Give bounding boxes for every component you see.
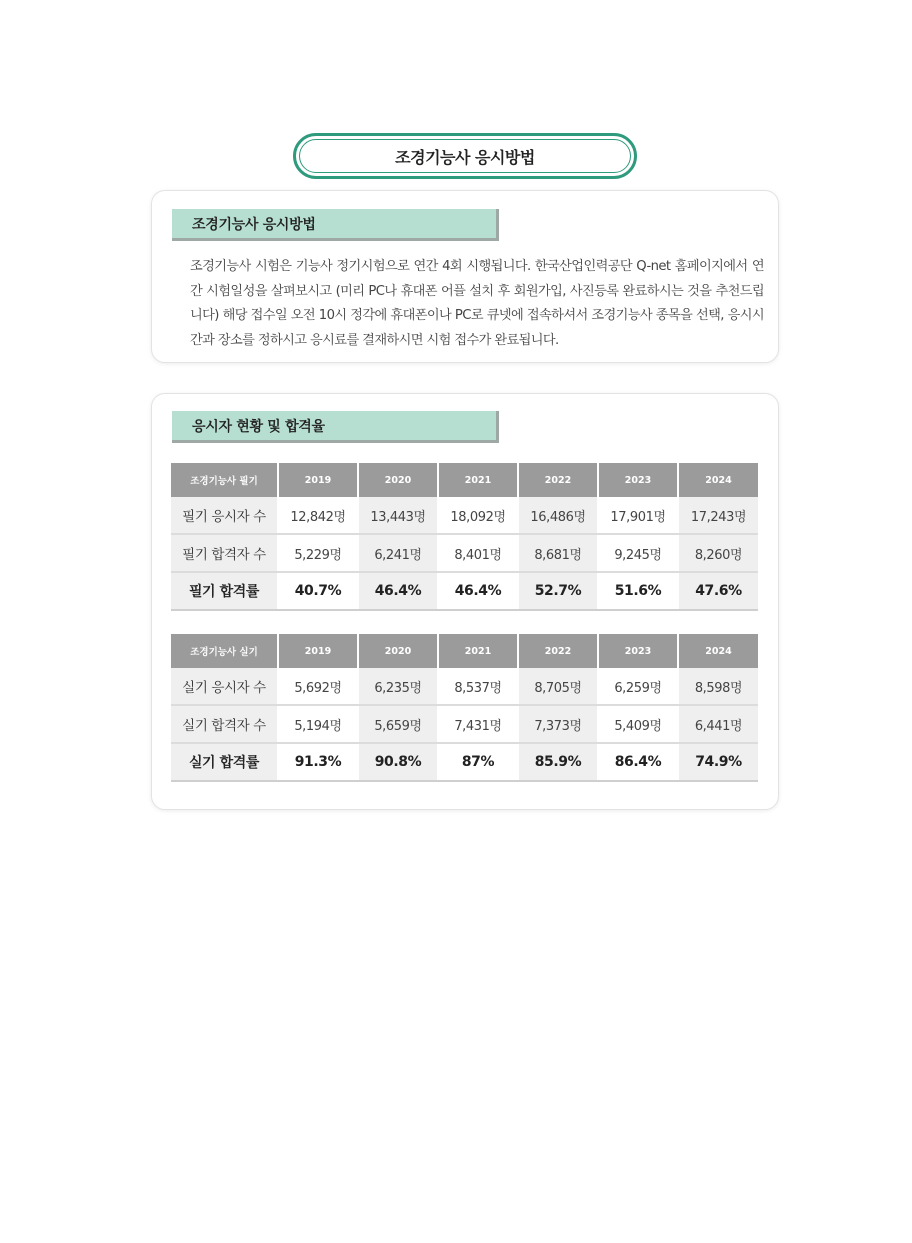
table-cell: 8,537명 [438, 668, 518, 705]
table-cell: 51.6% [598, 572, 678, 610]
table-row [171, 497, 758, 534]
table-row [171, 705, 758, 743]
table-cell: 5,194명 [278, 705, 358, 743]
table-cell: 5,659명 [358, 705, 438, 743]
table-cell: 7,431명 [438, 705, 518, 743]
table-header-cell: 2022 [518, 463, 598, 497]
table-header-cell: 2019 [278, 634, 358, 668]
table-cell: 46.4% [438, 572, 518, 610]
table-header-cell: 2021 [438, 463, 518, 497]
table-cell: 7,373명 [518, 705, 598, 743]
row-label: 필기 응시자 수 [171, 497, 278, 534]
table-cell: 40.7% [278, 572, 358, 610]
table-cell: 5,229명 [278, 534, 358, 572]
table-cell: 8,260명 [678, 534, 758, 572]
pass-rate-row [171, 572, 758, 610]
practical-stats-table [171, 634, 758, 782]
page-title: 조경기능사 응시방법 [395, 147, 535, 167]
table-header-cell: 2019 [278, 463, 358, 497]
row-label: 실기 합격자 수 [171, 705, 278, 743]
table-cell: 46.4% [358, 572, 438, 610]
table-header-cell: 2020 [358, 463, 438, 497]
table-cell: 16,486명 [518, 497, 598, 534]
table-header-row [171, 634, 758, 668]
table-cell: 12,842명 [278, 497, 358, 534]
method-paragraph: 조경기능사 시험은 기능사 정기시험으로 연간 4회 시행됩니다. 한국산업인력공단 Q-net 홈페이지에서 연간 시험일성을 살펴보시고 (미리 PC나 휴대폰 어플 설치 후 회원가입, 사진등록 완료하시는 것을 추천드립니다) 해당 접수일 오전 10시 정각에 휴대폰이나 PC로 큐넷에 접속하셔서 조경기능사 종목을 선택, 응시시간과 장소를 정하시고 응시료를 결재하시면 시험 접수가 완료됩니다. [190, 259, 764, 348]
table-cell: 91.3% [278, 743, 358, 781]
table-cell: 18,092명 [438, 497, 518, 534]
table-header-cell: 조경기능사 필기 [171, 463, 278, 497]
table-header-cell: 2024 [678, 634, 758, 668]
table-cell: 6,441명 [678, 705, 758, 743]
table-cell: 6,235명 [358, 668, 438, 705]
table-header-cell: 2022 [518, 634, 598, 668]
table-header-row [171, 463, 758, 497]
table-header-cell: 2023 [598, 463, 678, 497]
table-cell: 86.4% [598, 743, 678, 781]
table-cell: 8,598명 [678, 668, 758, 705]
table-cell: 74.9% [678, 743, 758, 781]
table-header-cell: 2024 [678, 463, 758, 497]
table-row [171, 534, 758, 572]
row-label: 실기 응시자 수 [171, 668, 278, 705]
stats-card [151, 393, 779, 810]
table-cell: 85.9% [518, 743, 598, 781]
table-header-cell: 조경기능사 실기 [171, 634, 278, 668]
table-cell: 5,692명 [278, 668, 358, 705]
pass-rate-row [171, 743, 758, 781]
row-label: 필기 합격자 수 [171, 534, 278, 572]
row-label: 필기 합격률 [171, 572, 278, 610]
table-cell: 17,243명 [678, 497, 758, 534]
row-label: 실기 합격률 [171, 743, 278, 781]
method-card [151, 190, 779, 363]
table-cell: 8,681명 [518, 534, 598, 572]
table-cell: 52.7% [518, 572, 598, 610]
table-cell: 8,401명 [438, 534, 518, 572]
table-cell: 9,245명 [598, 534, 678, 572]
table-cell: 17,901명 [598, 497, 678, 534]
table-cell: 87% [438, 743, 518, 781]
table-cell: 5,409명 [598, 705, 678, 743]
table-row [171, 668, 758, 705]
table-cell: 47.6% [678, 572, 758, 610]
table-header-cell: 2023 [598, 634, 678, 668]
table-header-cell: 2020 [358, 634, 438, 668]
table-header-cell: 2021 [438, 634, 518, 668]
table-cell: 6,259명 [598, 668, 678, 705]
written-stats-table [171, 463, 758, 611]
table-cell: 13,443명 [358, 497, 438, 534]
table-cell: 8,705명 [518, 668, 598, 705]
table-cell: 6,241명 [358, 534, 438, 572]
page-title-banner [293, 133, 637, 179]
method-section-label: 조경기능사 응시방법 [172, 209, 499, 241]
table-cell: 90.8% [358, 743, 438, 781]
stats-section-label: 응시자 현황 및 합격율 [172, 411, 499, 443]
